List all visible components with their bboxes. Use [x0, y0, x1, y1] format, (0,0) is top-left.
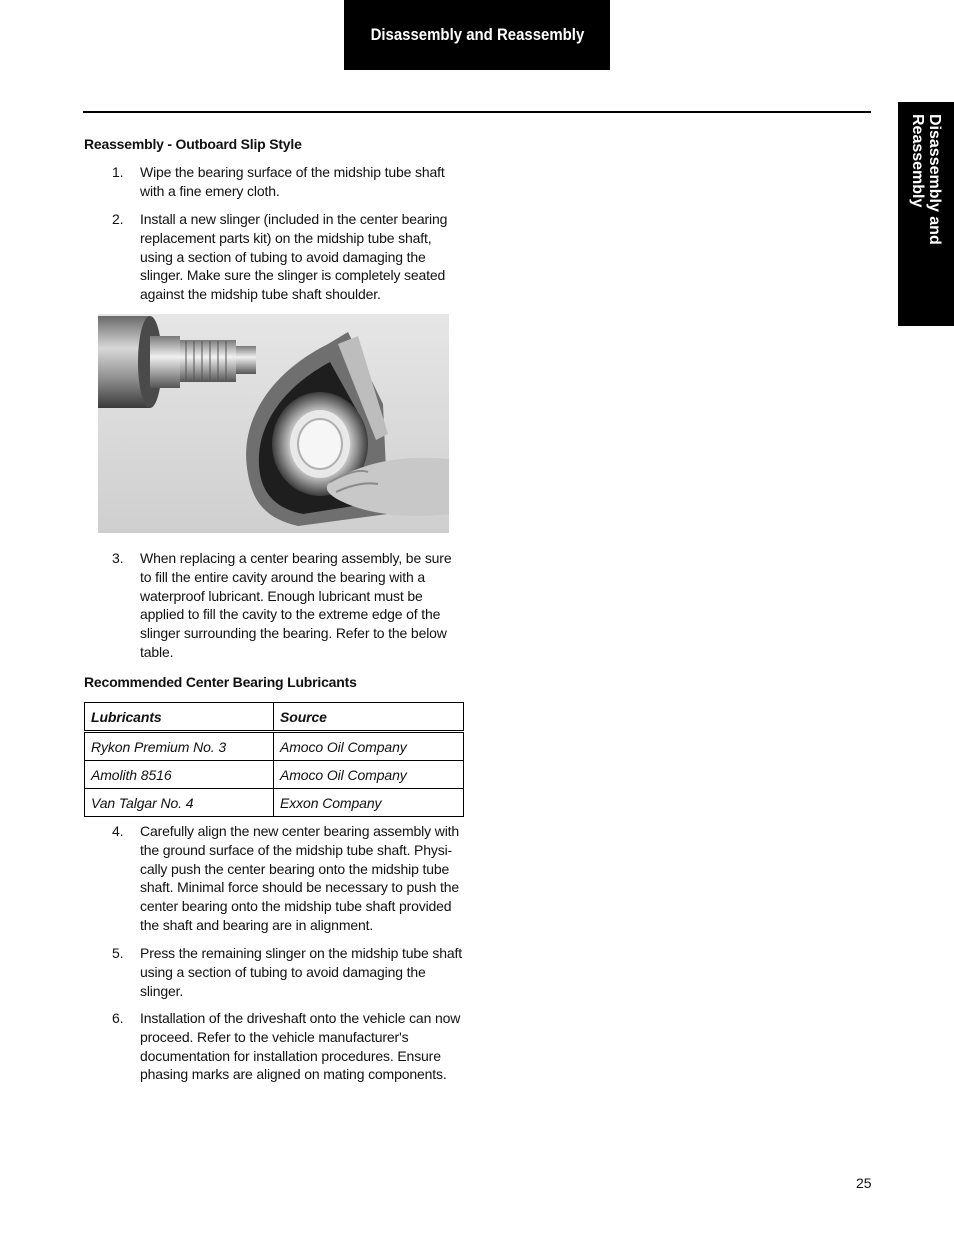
side-tab-label	[909, 114, 943, 314]
center-bearing-illustration	[98, 314, 449, 533]
table-row	[85, 789, 464, 817]
table-header-row	[85, 703, 464, 732]
step-number: 5.	[112, 945, 124, 961]
step-text: When replacing a center bearing assembly, be sure to fill the entire cavity around the bearing with a waterproof lubricant. Enough lubricant must be applied to fill the cavity to the extreme edge of the slinger surrounding the bearing. Refer to the below table.	[140, 550, 452, 660]
lubricants-table	[84, 702, 464, 817]
column-header-lubricants: Lubricants	[85, 703, 274, 732]
table-cell-lubricant: Amolith 8516	[85, 761, 274, 789]
step-number: 4.	[112, 823, 124, 839]
table-row	[85, 732, 464, 761]
step-number: 1.	[112, 164, 124, 180]
table-cell-source: Amoco Oil Company	[274, 761, 464, 789]
section-header-tab	[344, 0, 610, 70]
table-cell-lubricant: Van Talgar No. 4	[85, 789, 274, 817]
section-heading-reassembly: Reassembly - Outboard Slip Style	[84, 136, 302, 152]
side-section-tab	[898, 102, 954, 326]
section-header-title: Disassembly and Reassembly	[370, 25, 584, 44]
table-cell-lubricant: Rykon Premium No. 3	[85, 732, 274, 761]
step-text: Wipe the bearing surface of the midship tube shaft with a fine emery cloth.	[140, 164, 445, 199]
step-text: Press the remaining slinger on the midship tube shaft using a section of tubing to avoid damaging the slinger.	[140, 945, 463, 999]
step-text: Install a new slinger (included in the center bearing replacement parts kit) on the midship tube shaft, using a section of tubing to avoid damaging the slinger. Make sure the slinger is completely seated against the midship tube shaft shoulder.	[140, 211, 448, 303]
step-number: 6.	[112, 1010, 124, 1026]
side-tab-line1: Disassembly and	[926, 114, 943, 245]
step-text: Installation of the driveshaft onto the vehicle can now proceed. Refer to the vehicle manufacturer's documentation for installation procedures. Ensure phasing marks are aligned on mating components.	[140, 1010, 461, 1083]
table-row	[85, 761, 464, 789]
step-number: 3.	[112, 550, 124, 566]
center-bearing-photo	[98, 314, 449, 533]
header-rule	[83, 111, 871, 113]
table-cell-source: Exxon Company	[274, 789, 464, 817]
table-cell-source: Amoco Oil Company	[274, 732, 464, 761]
step-text: Carefully align the new center bearing assembly with the ground surface of the midship tube shaft. Physi-cally push the center bearing onto the midship tube shaft. Minimal force should be necessary to push the center bearing onto the midship tube shaft provided the shaft and bearing are in alignment.	[140, 823, 460, 933]
column-header-source: Source	[274, 703, 464, 732]
page-number: 25	[856, 1175, 872, 1191]
side-tab-line2: Reassembly	[909, 114, 926, 208]
step-number: 2.	[112, 211, 124, 227]
section-heading-lubricants: Recommended Center Bearing Lubricants	[84, 674, 357, 690]
